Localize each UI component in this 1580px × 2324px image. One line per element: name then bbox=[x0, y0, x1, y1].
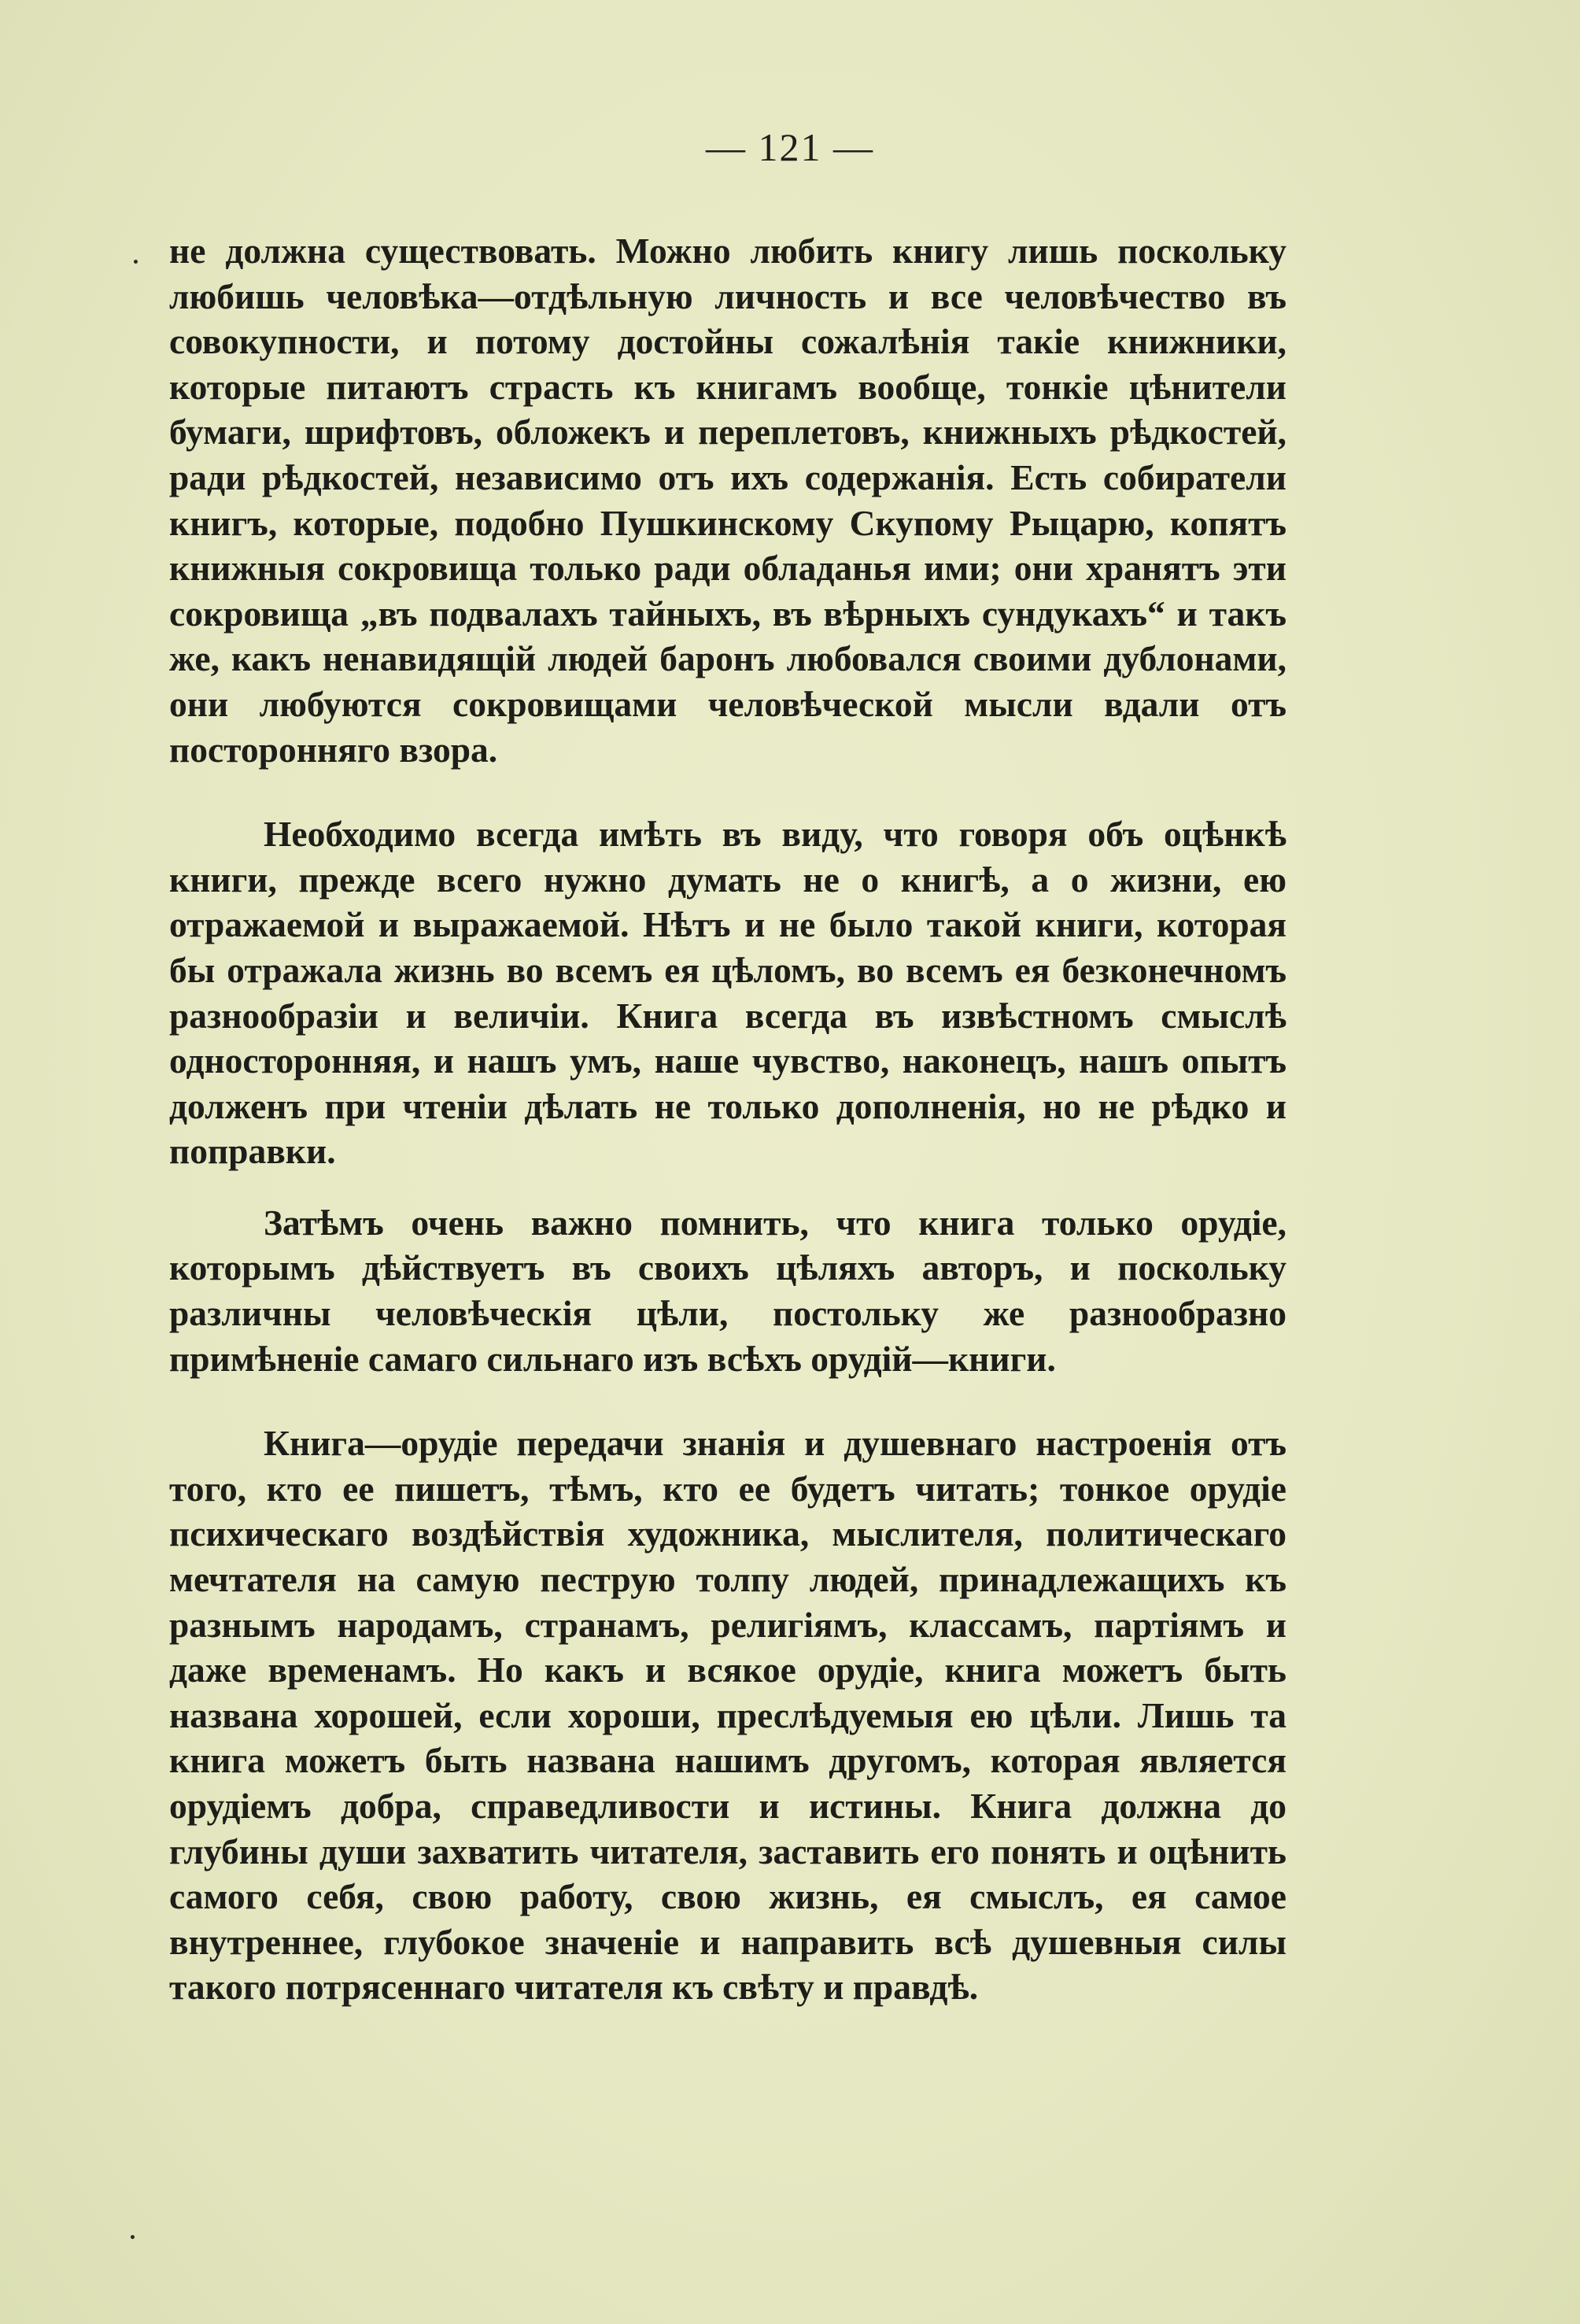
paragraph-3: Затѣмъ очень важно помнить, что книга только орудіе, которымъ дѣйствуетъ въ своихъ цѣляхъ авторъ, и поскольку различны человѣческія цѣли, постольку же разнообразно примѣненіе самаго сильнаго изъ всѣхъ орудій—книги. bbox=[169, 1202, 1287, 1379]
page-number: — 121 — bbox=[706, 125, 874, 169]
body-text bbox=[169, 228, 1287, 2010]
paragraph-2: Необходимо всегда имѣть въ виду, что говоря объ оцѣнкѣ книги, прежде всего нужно думать не о книгѣ, а о жизни, ею отражаемой и выражаемой. Нѣтъ и не было такой книги, которая бы отражала жизнь во всемъ ея цѣломъ, во всемъ ея безконечномъ разнообразіи и величіи. Книга всегда въ извѣстномъ смыслѣ односторонняя, и нашъ умъ, наше чувство, наконецъ, нашъ опытъ долженъ при чтеніи дѣлать не только дополненія, но не рѣдко и поправки. bbox=[169, 814, 1287, 1172]
paper-speck bbox=[134, 260, 138, 264]
paragraph-1: не должна существовать. Можно любить книгу лишь поскольку любишь человѣка—отдѣльную личность и все человѣчество въ совокупности, и потому достойны сожалѣнія такіе книжники, которые питаютъ страсть къ книгамъ вообще, тонкіе цѣнители бумаги, шрифтовъ, обложекъ и переплетовъ, книжныхъ рѣдкостей, ради рѣдкостей, независимо отъ ихъ содержанія. Есть собиратели книгъ, которые, подобно Пушкинскому Скупому Рыцарю, копятъ книжныя сокровища только ради обладанья ими; они хранятъ эти сокровища „въ подвалахъ тайныхъ, въ вѣрныхъ сундукахъ“ и такъ же, какъ ненавидящій людей баронъ любовался своими дублонами, они любуются сокровищами человѣческой мысли вдали отъ посторонняго взора. bbox=[169, 231, 1287, 770]
paper-speck bbox=[131, 2235, 135, 2239]
paragraph-4: Книга—орудіе передачи знанія и душевнаго настроенія отъ того, кто ее пишетъ, тѣмъ, кто ее будетъ читать; тонкое орудіе психическаго воздѣйствія художника, мыслителя, политическаго мечтателя на самую пеструю толпу людей, принадлежащихъ къ разнымъ народамъ, странамъ, религіямъ, классамъ, партіямъ и даже временамъ. Но какъ и всякое орудіе, книга можетъ быть названа хорошей, если хороши, преслѣдуемыя ею цѣли. Лишь та книга можетъ быть названа нашимъ другомъ, которая является орудіемъ добра, справедливости и истины. Книга должна до глубины души захватить читателя, заставить его понять и оцѣнить самого себя, свою работу, свою жизнь, ея смыслъ, ея самое внутреннее, глубокое значеніе и направить всѣ душевныя силы такого потрясеннаго читателя къ свѣту и правдѣ. bbox=[169, 1423, 1287, 2008]
